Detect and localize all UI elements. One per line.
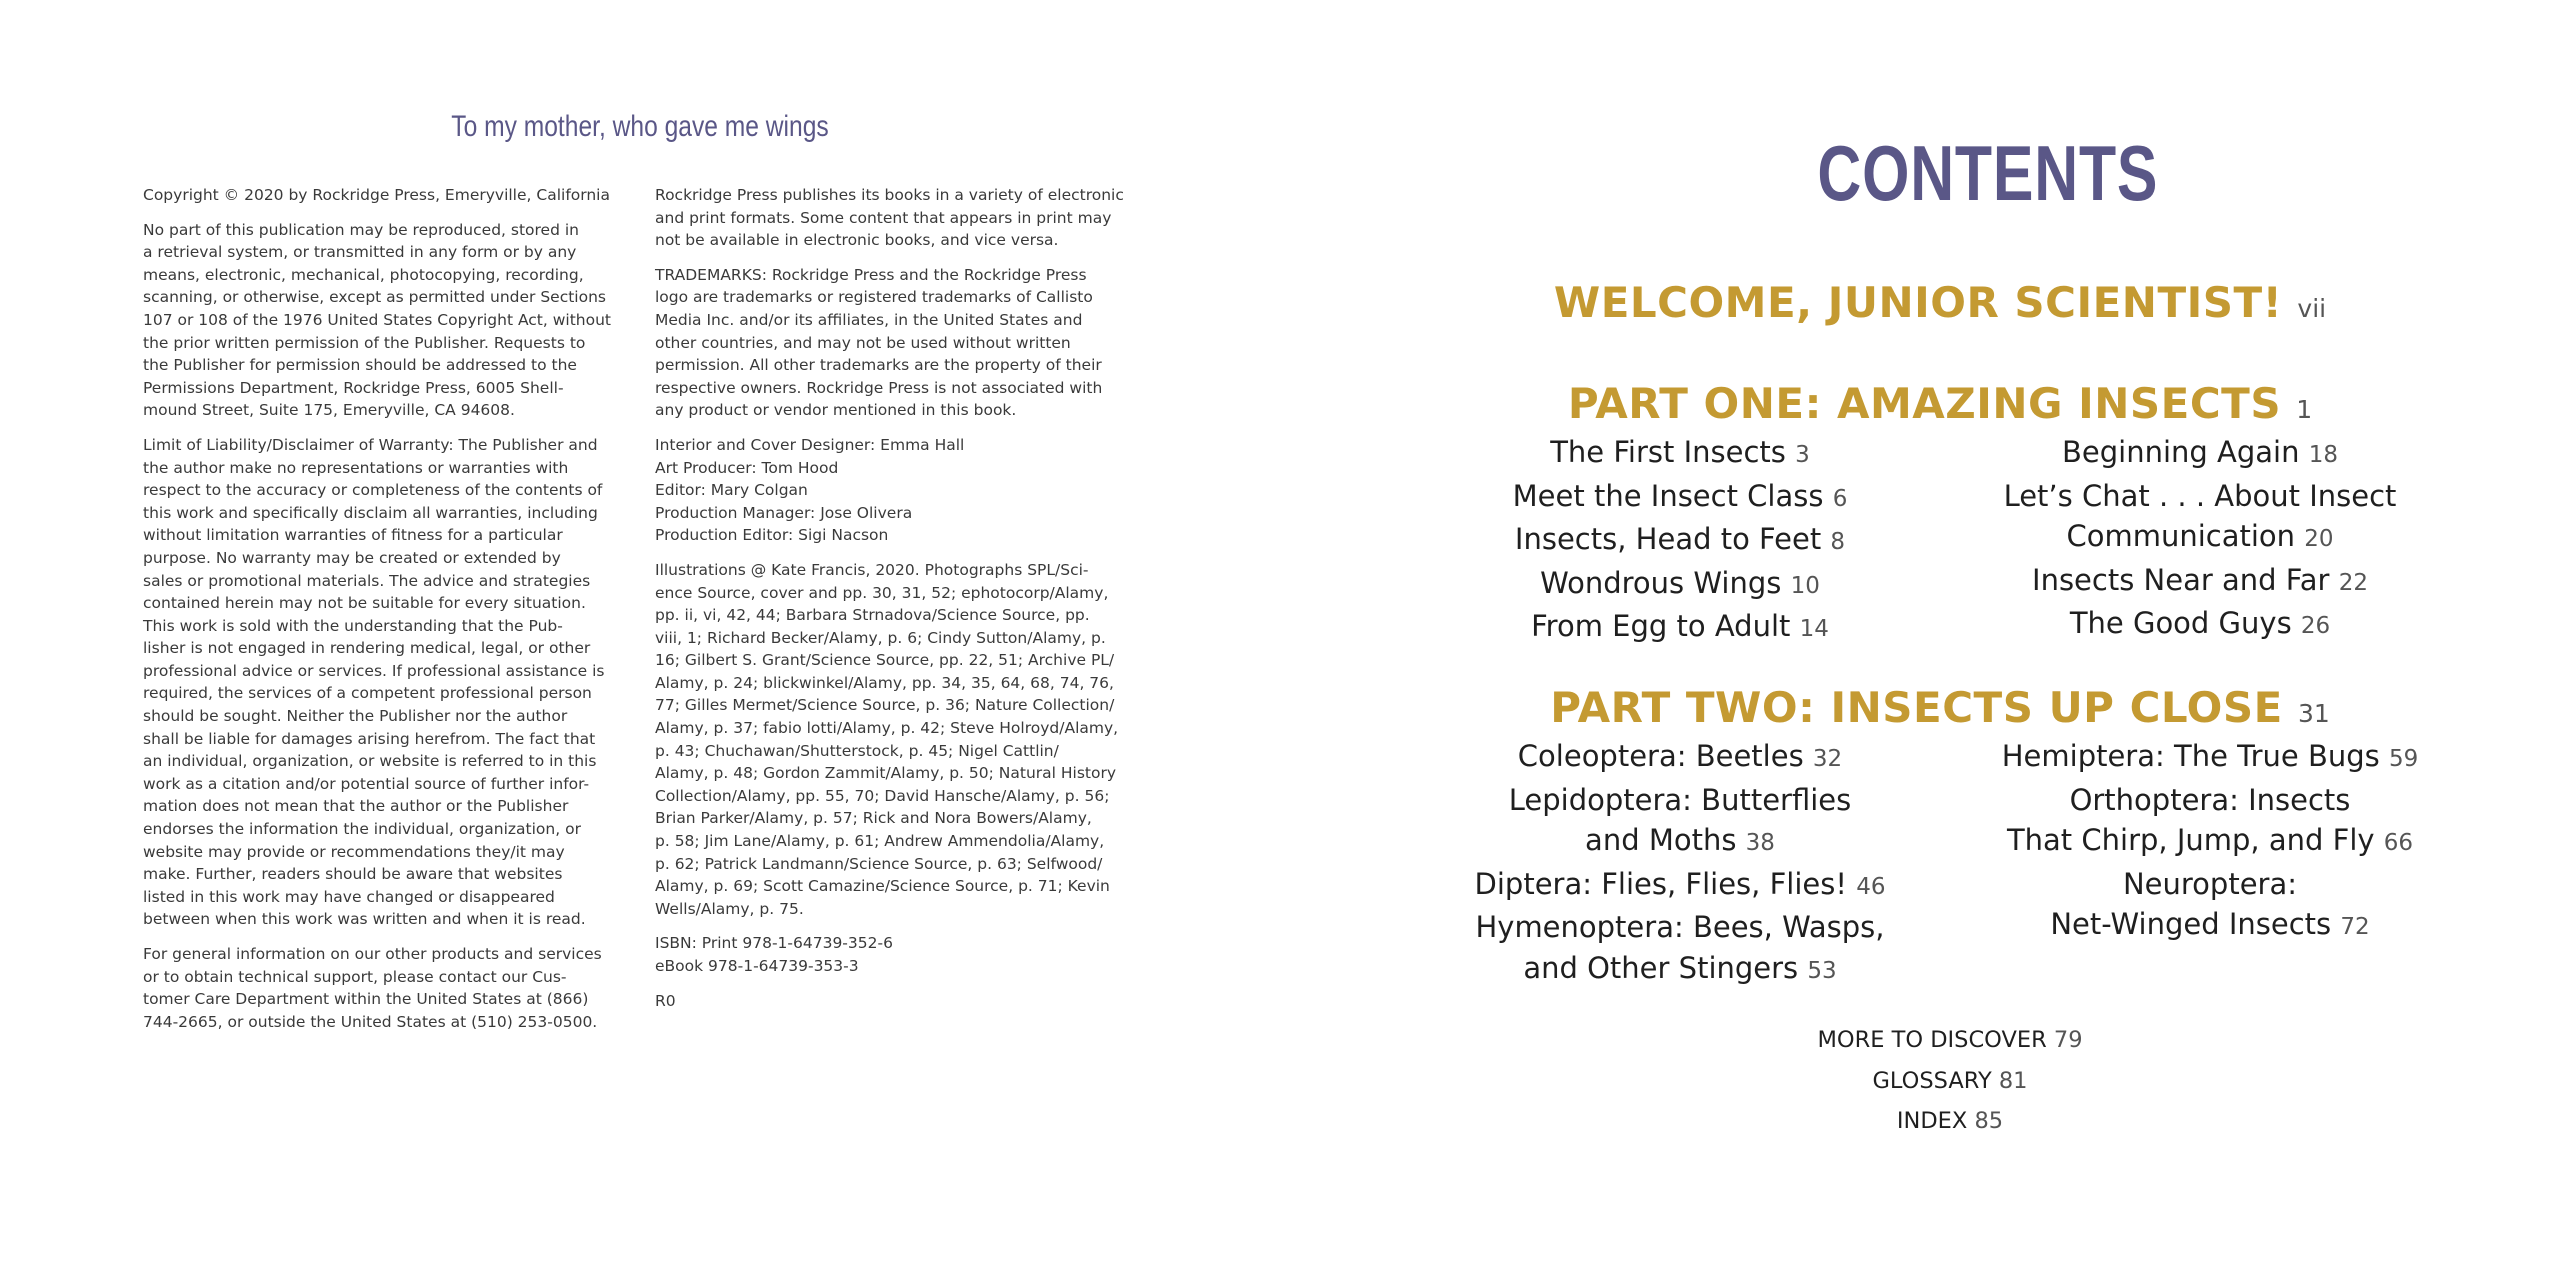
toc-entry-title: That Chirp, Jump, and Fly	[2006, 823, 2375, 857]
toc-part-two-left	[1470, 736, 1890, 991]
photo-credits: Illustrations @ Kate Francis, 2020. Photographs SPL/Sci- ence Source, cover and pp. 30, 31, 52; ephotocorp/Alamy, pp. ii, vi, 42, 44; Barbara Strnadova/Science Source, pp. viii, 1; Richard Becker/Alamy, p. 6; Cindy Sutton/Alamy, p. 16; Gilbert S. Grant/Science Source, pp. 22, 51; Archive PL/ Alamy, p. 24; blickwinkel/Alamy, pp. 34, 35, 64, 68, 74, 76, 77; Gilles Mermet/Science Source, p. 36; Nature Collection/ Alamy, p. 37; fabio lotti/Alamy, p. 42; Steve Holroyd/Alamy, p. 43; Chuchawan/Shutterstock, p. 45; Nigel Cattlin/ Alamy, p. 48; Gordon Zammit/Alamy, p. 50; Natural History Collection/Alamy, pp. 55, 70; David Hansche/Alamy, p. 56; Brian Parker/Alamy, p. 57; Rick and Nora Bowers/Alamy, p. 58; Jim Lane/Alamy, p. 61; Andrew Ammendolia/Alamy, p. 62; Patrick Landmann/Science Source, p. 63; Selfwood/ Alamy, p. 69; Scott Camazine/Science Source, p. 71; Kevin Wells/Alamy, p. 75.	[655, 560, 1119, 918]
toc-entry-title: INDEX	[1896, 1108, 1968, 1134]
toc-entry[interactable]	[1470, 907, 1890, 948]
toc-entry-page: 59	[2388, 746, 2419, 772]
toc-part-one-left	[1480, 432, 1880, 650]
toc-entry[interactable]	[1990, 736, 2430, 780]
toc-part-two-page: 31	[2297, 699, 2330, 728]
toc-entry-page: 81	[1998, 1067, 2028, 1094]
toc-part-two-label: PART TWO: INSECTS UP CLOSE	[1550, 683, 2283, 732]
contact-information: For general information on our other products and services or to obtain technical support, please contact our Cus- tomer Care Department within the United States at (866) 744-2665, or outside the United States at (510) 253-0500.	[143, 945, 602, 1031]
toc-entry[interactable]	[1990, 560, 2410, 604]
toc-entry[interactable]	[1480, 563, 1880, 607]
toc-entry-page: 10	[1790, 572, 1820, 599]
toc-entry-title: MORE TO DISCOVER	[1817, 1027, 2047, 1053]
toc-entry-title: The Good Guys	[2069, 606, 2292, 640]
toc-entry-page: 32	[1812, 746, 1843, 772]
toc-entry-page: 26	[2300, 613, 2331, 639]
copyright-line: Copyright © 2020 by Rockridge Press, Emeryville, California	[143, 186, 610, 204]
toc-entry-page: 22	[2338, 569, 2368, 596]
toc-entry-page: 53	[1807, 957, 1837, 984]
copyright-column-1	[143, 184, 623, 1045]
toc-entry-title: Meet the Insect Class	[1512, 478, 1824, 513]
toc-entry[interactable]	[1990, 904, 2430, 948]
toc-entry-title: and Moths	[1585, 823, 1737, 857]
toc-entry[interactable]	[1990, 780, 2430, 821]
dedication: To my mother, who gave me wings	[451, 110, 829, 143]
toc-entry-title: Orthoptera: Insects	[2069, 782, 2351, 817]
toc-welcome-label: WELCOME, JUNIOR SCIENTIST!	[1553, 278, 2283, 327]
copyright-column-2	[655, 184, 1135, 1024]
toc-entry-page: 66	[2383, 830, 2414, 856]
toc-entry-title: Neuroptera:	[2122, 866, 2298, 901]
toc-entry[interactable]	[1480, 519, 1880, 563]
toc-entry-page: 85	[1974, 1108, 2004, 1134]
toc-entry[interactable]	[1470, 864, 1890, 908]
toc-entry-title: Let’s Chat . . . About Insect	[2003, 478, 2397, 513]
toc-entry-title: Insects, Head to Feet	[1514, 522, 1822, 556]
toc-entry-page: 6	[1832, 485, 1848, 512]
toc-entry-page: 3	[1795, 442, 1810, 468]
toc-entry[interactable]	[1990, 603, 2410, 647]
toc-entry[interactable]	[1470, 780, 1890, 821]
toc-entry-title: Lepidoptera: Butterflies	[1508, 782, 1852, 817]
toc-entry-title: Net-Winged Insects	[2050, 907, 2332, 941]
toc-entry[interactable]	[1990, 864, 2430, 905]
toc-part-two-right	[1990, 736, 2430, 948]
toc-entry-page: 20	[2304, 526, 2334, 552]
toc-entry[interactable]	[1470, 948, 1890, 992]
toc-part-one-label: PART ONE: AMAZING INSECTS	[1567, 379, 2282, 428]
toc-entry-title: Wondrous Wings	[1540, 565, 1782, 600]
toc-entry-title: Communication	[2066, 519, 2296, 553]
printing-code: R0	[655, 991, 676, 1010]
toc-entry[interactable]	[1480, 476, 1880, 520]
credits-staff: Interior and Cover Designer: Emma Hall Art Producer: Tom Hood Editor: Mary Colgan Production Manager: Jose Olivera Production Editor: Sigi Nacson	[655, 435, 965, 545]
toc-entry[interactable]	[1990, 476, 2410, 517]
toc-part-one-page: 1	[2296, 395, 2313, 424]
toc-entry[interactable]	[1740, 1020, 2160, 1061]
toc-entry-title: Hymenoptera: Bees, Wasps,	[1475, 910, 1885, 944]
toc-part-two[interactable]	[1440, 683, 2440, 732]
toc-welcome[interactable]	[1440, 278, 2440, 327]
toc-entry-title: Coleoptera: Beetles	[1517, 739, 1804, 773]
toc-entry[interactable]	[1990, 432, 2410, 476]
toc-entry-title: Diptera: Flies, Flies, Flies!	[1474, 866, 1847, 901]
toc-entry-title: Hemiptera: The True Bugs	[2001, 739, 2380, 773]
toc-entry[interactable]	[1990, 820, 2430, 864]
toc-entry[interactable]	[1480, 606, 1880, 650]
toc-entry-title: From Egg to Adult	[1531, 609, 1791, 643]
toc-entry-title: The First Insects	[1550, 435, 1786, 469]
toc-entry[interactable]	[1740, 1061, 2160, 1102]
toc-entry[interactable]	[1470, 820, 1890, 864]
toc-entry-page: 46	[1856, 873, 1886, 900]
trademarks-notice: TRADEMARKS: Rockridge Press and the Rockridge Press logo are trademarks or registered trademarks of Callisto Media Inc. and/or its affiliates, in the United States and other countries, and may not be used without written permission. All other trademarks are the property of their respective owners. Rockridge Press is not associated with any product or vendor mentioned in this book.	[655, 265, 1103, 420]
toc-part-one[interactable]	[1440, 379, 2440, 428]
toc-backmatter	[1740, 1020, 2160, 1142]
toc-entry-title: Beginning Again	[2062, 435, 2300, 469]
toc-entry-page: 79	[2053, 1027, 2083, 1053]
contents-title: CONTENTS	[1817, 129, 2159, 217]
toc-entry-title: GLOSSARY	[1872, 1067, 1992, 1094]
formats-notice: Rockridge Press publishes its books in a variety of electronic and print formats. Some content that appears in print may not be available in electronic books, and vice versa.	[655, 186, 1124, 250]
toc-entry[interactable]	[1470, 736, 1890, 780]
toc-entry-title: and Other Stingers	[1523, 950, 1799, 985]
toc-entry-title: Insects Near and Far	[2032, 562, 2330, 597]
toc-entry-page: 72	[2340, 914, 2370, 940]
toc-entry[interactable]	[1480, 432, 1880, 476]
reproduction-notice: No part of this publication may be reproduced, stored in a retrieval system, or transmitted in any form or by any means, electronic, mechanical, photocopying, recording, scanning, or otherwise, except as permitted under Sections 107 or 108 of the 1976 United States Copyright Act, without the prior written permission of the Publisher. Requests to the Publisher for permission should be addressed to the Permissions Department, Rockridge Press, 6005 Shell- mound Street, Suite 175, Emeryville, CA 94608.	[143, 220, 612, 420]
toc-entry[interactable]	[1990, 516, 2410, 560]
toc-entry[interactable]	[1740, 1101, 2160, 1142]
toc-part-one-right	[1990, 432, 2410, 647]
toc-entry-page: 38	[1745, 830, 1775, 856]
toc-entry-page: 14	[1799, 616, 1829, 642]
toc-entry-page: 8	[1830, 529, 1846, 555]
isbn-info: ISBN: Print 978-1-64739-352-6 eBook 978-1-64739-353-3	[655, 934, 893, 975]
toc-welcome-page: vii	[2297, 294, 2327, 323]
liability-disclaimer: Limit of Liability/Disclaimer of Warranty: The Publisher and the author make no representations or warranties with respect to the accuracy or completeness of the contents of this work and specifically disclaim all warranties, including without limitation warranties of fitness for a particular purpose. No warranty may be created or extended by sales or promotional materials. The advice and strategies contained herein may not be suitable for every situation. This work is sold with the understanding that the Pub- lisher is not engaged in rendering medical, legal, or other professional advice or services. If professional assistance is required, the services of a competent professional person should be sought. Neither the Publisher nor the author shall be liable for damages arising herefrom. The fact that an individual, organization, or website is referred to in this work as a citation and/or potential source of further infor- mation does not mean that the author or the Publisher endorses the information the individual, organization, or website may provide or recommendations they/it may make. Further, readers should be aware that websites listed in this work may have changed or disappeared between when this work was written and when it is read.	[143, 435, 605, 929]
toc-entry-page: 18	[2308, 442, 2338, 468]
